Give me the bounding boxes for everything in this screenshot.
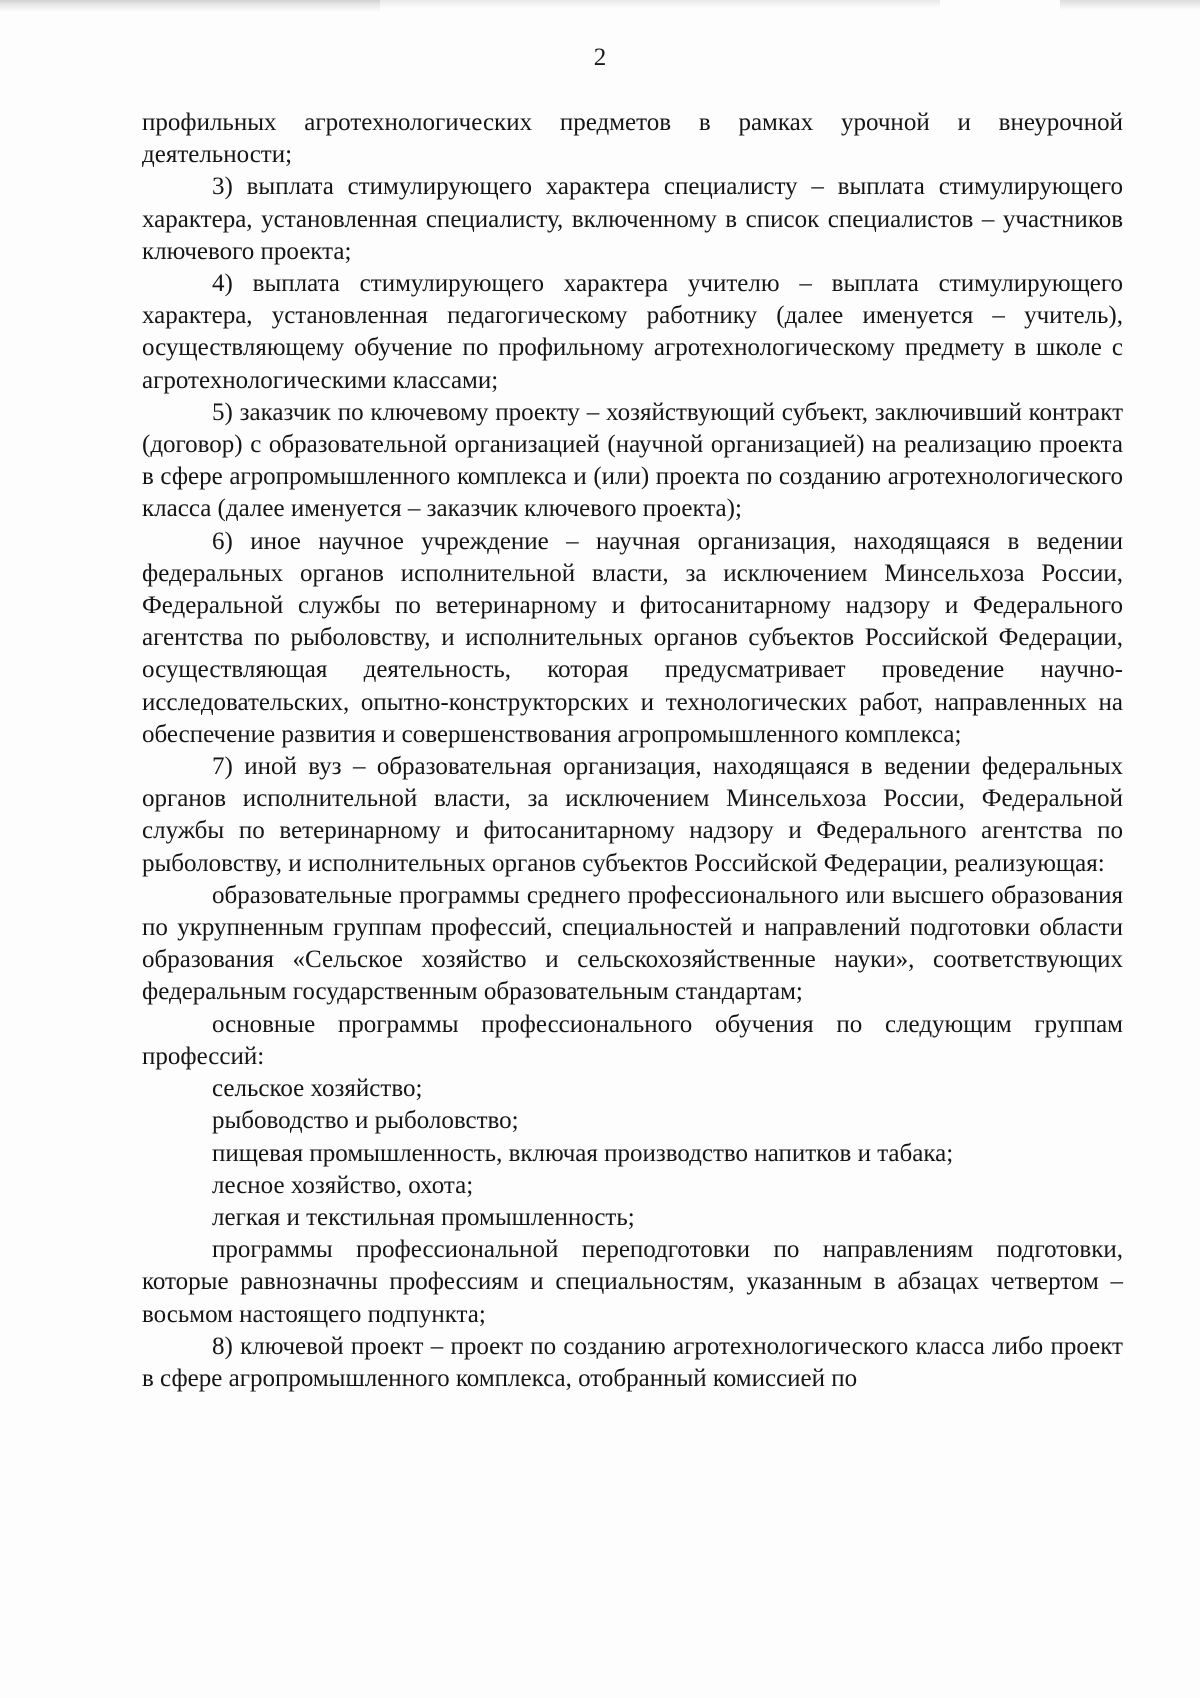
list-item: лесное хозяйство, охота; [212, 1171, 474, 1199]
paragraph: 4) выплата стимулирующего характера учителю – выплата стимулирующего характера, установленная педагогическому работнику (далее именуется – учитель), осуществляющему обучение по профильному агротехнологическому предмету в школе с агротехнологическими классами; [142, 270, 1123, 394]
paragraph: 3) выплата стимулирующего характера специалисту – выплата стимулирующего характера, установленная специалисту, включенному в список специалистов – участников ключевого проекта; [142, 173, 1123, 265]
list-item: пищевая промышленность, включая производство напитков и табака; [212, 1139, 954, 1167]
list-item: сельское хозяйство; [212, 1075, 423, 1103]
paragraph: основные программы профессионального обучения по следующим группам профессий: [142, 1010, 1123, 1070]
scan-edge-shadow [380, 0, 940, 12]
paragraph: 5) заказчик по ключевому проекту – хозяйствующий субъект, заключивший контракт (договор) с образовательной организацией (научной организацией) на реализацию проекта в сфере агропромышленного комплекса и (или) проекта по созданию агротехнологического класса (далее именуется – заказчик ключевого проекта); [142, 398, 1123, 523]
paragraph: 7) иной вуз – образовательная организация, находящаяся в ведении федеральных органов исполнительной власти, за исключением Минсельхоза России, Федеральной службы по ветеринарному и фитосанитарному надзору и Федерального агентства по рыболовству, и исполнительных органов субъектов Российской Федерации, реализующая: [142, 753, 1123, 877]
page-number: 2 [593, 44, 607, 71]
paragraph: программы профессиональной переподготовки по направлениям подготовки, которые равнозначны профессиям и специальностям, указанным в абзацах четвертом – восьмом настоящего подпункта; [142, 1236, 1123, 1328]
list-item: легкая и текстильная промышленность; [212, 1203, 635, 1231]
paragraph: 8) ключевой проект – проект по созданию агротехнологического класса либо проект в сфере агропромышленного комплекса, отобранный комиссией по [142, 1332, 1123, 1392]
document-body [142, 107, 1123, 1395]
paragraph: 6) иное научное учреждение – научная организация, находящаяся в ведении федеральных органов исполнительной власти, за исключением Минсельхоза России, Федеральной службы по ветеринарному и фитосанитарному надзору и Федерального агентства по рыболовству, и исполнительных органов субъектов Российской Федерации, осуществляющая деятельность, которая предусматривает проведение научно-исследовательских, опытно-конструкторских и технологических работ, направленных на обеспечение развития и совершенствования агропромышленного комплекса; [142, 527, 1123, 748]
paragraph: образовательные программы среднего профессионального или высшего образования по укрупненным группам профессий, специальностей и направлений подготовки области образования «Сельское хозяйство и сельскохозяйственные науки», соответствующих федеральным государственным образовательным стандартам; [142, 881, 1123, 1006]
scan-edge-shadow [1060, 0, 1200, 12]
paragraph: профильных агротехнологических предметов в рамках урочной и внеурочной деятельности; [142, 109, 1123, 169]
scan-edge-shadow [0, 0, 380, 12]
list-item: рыбоводство и рыболовство; [212, 1107, 519, 1135]
